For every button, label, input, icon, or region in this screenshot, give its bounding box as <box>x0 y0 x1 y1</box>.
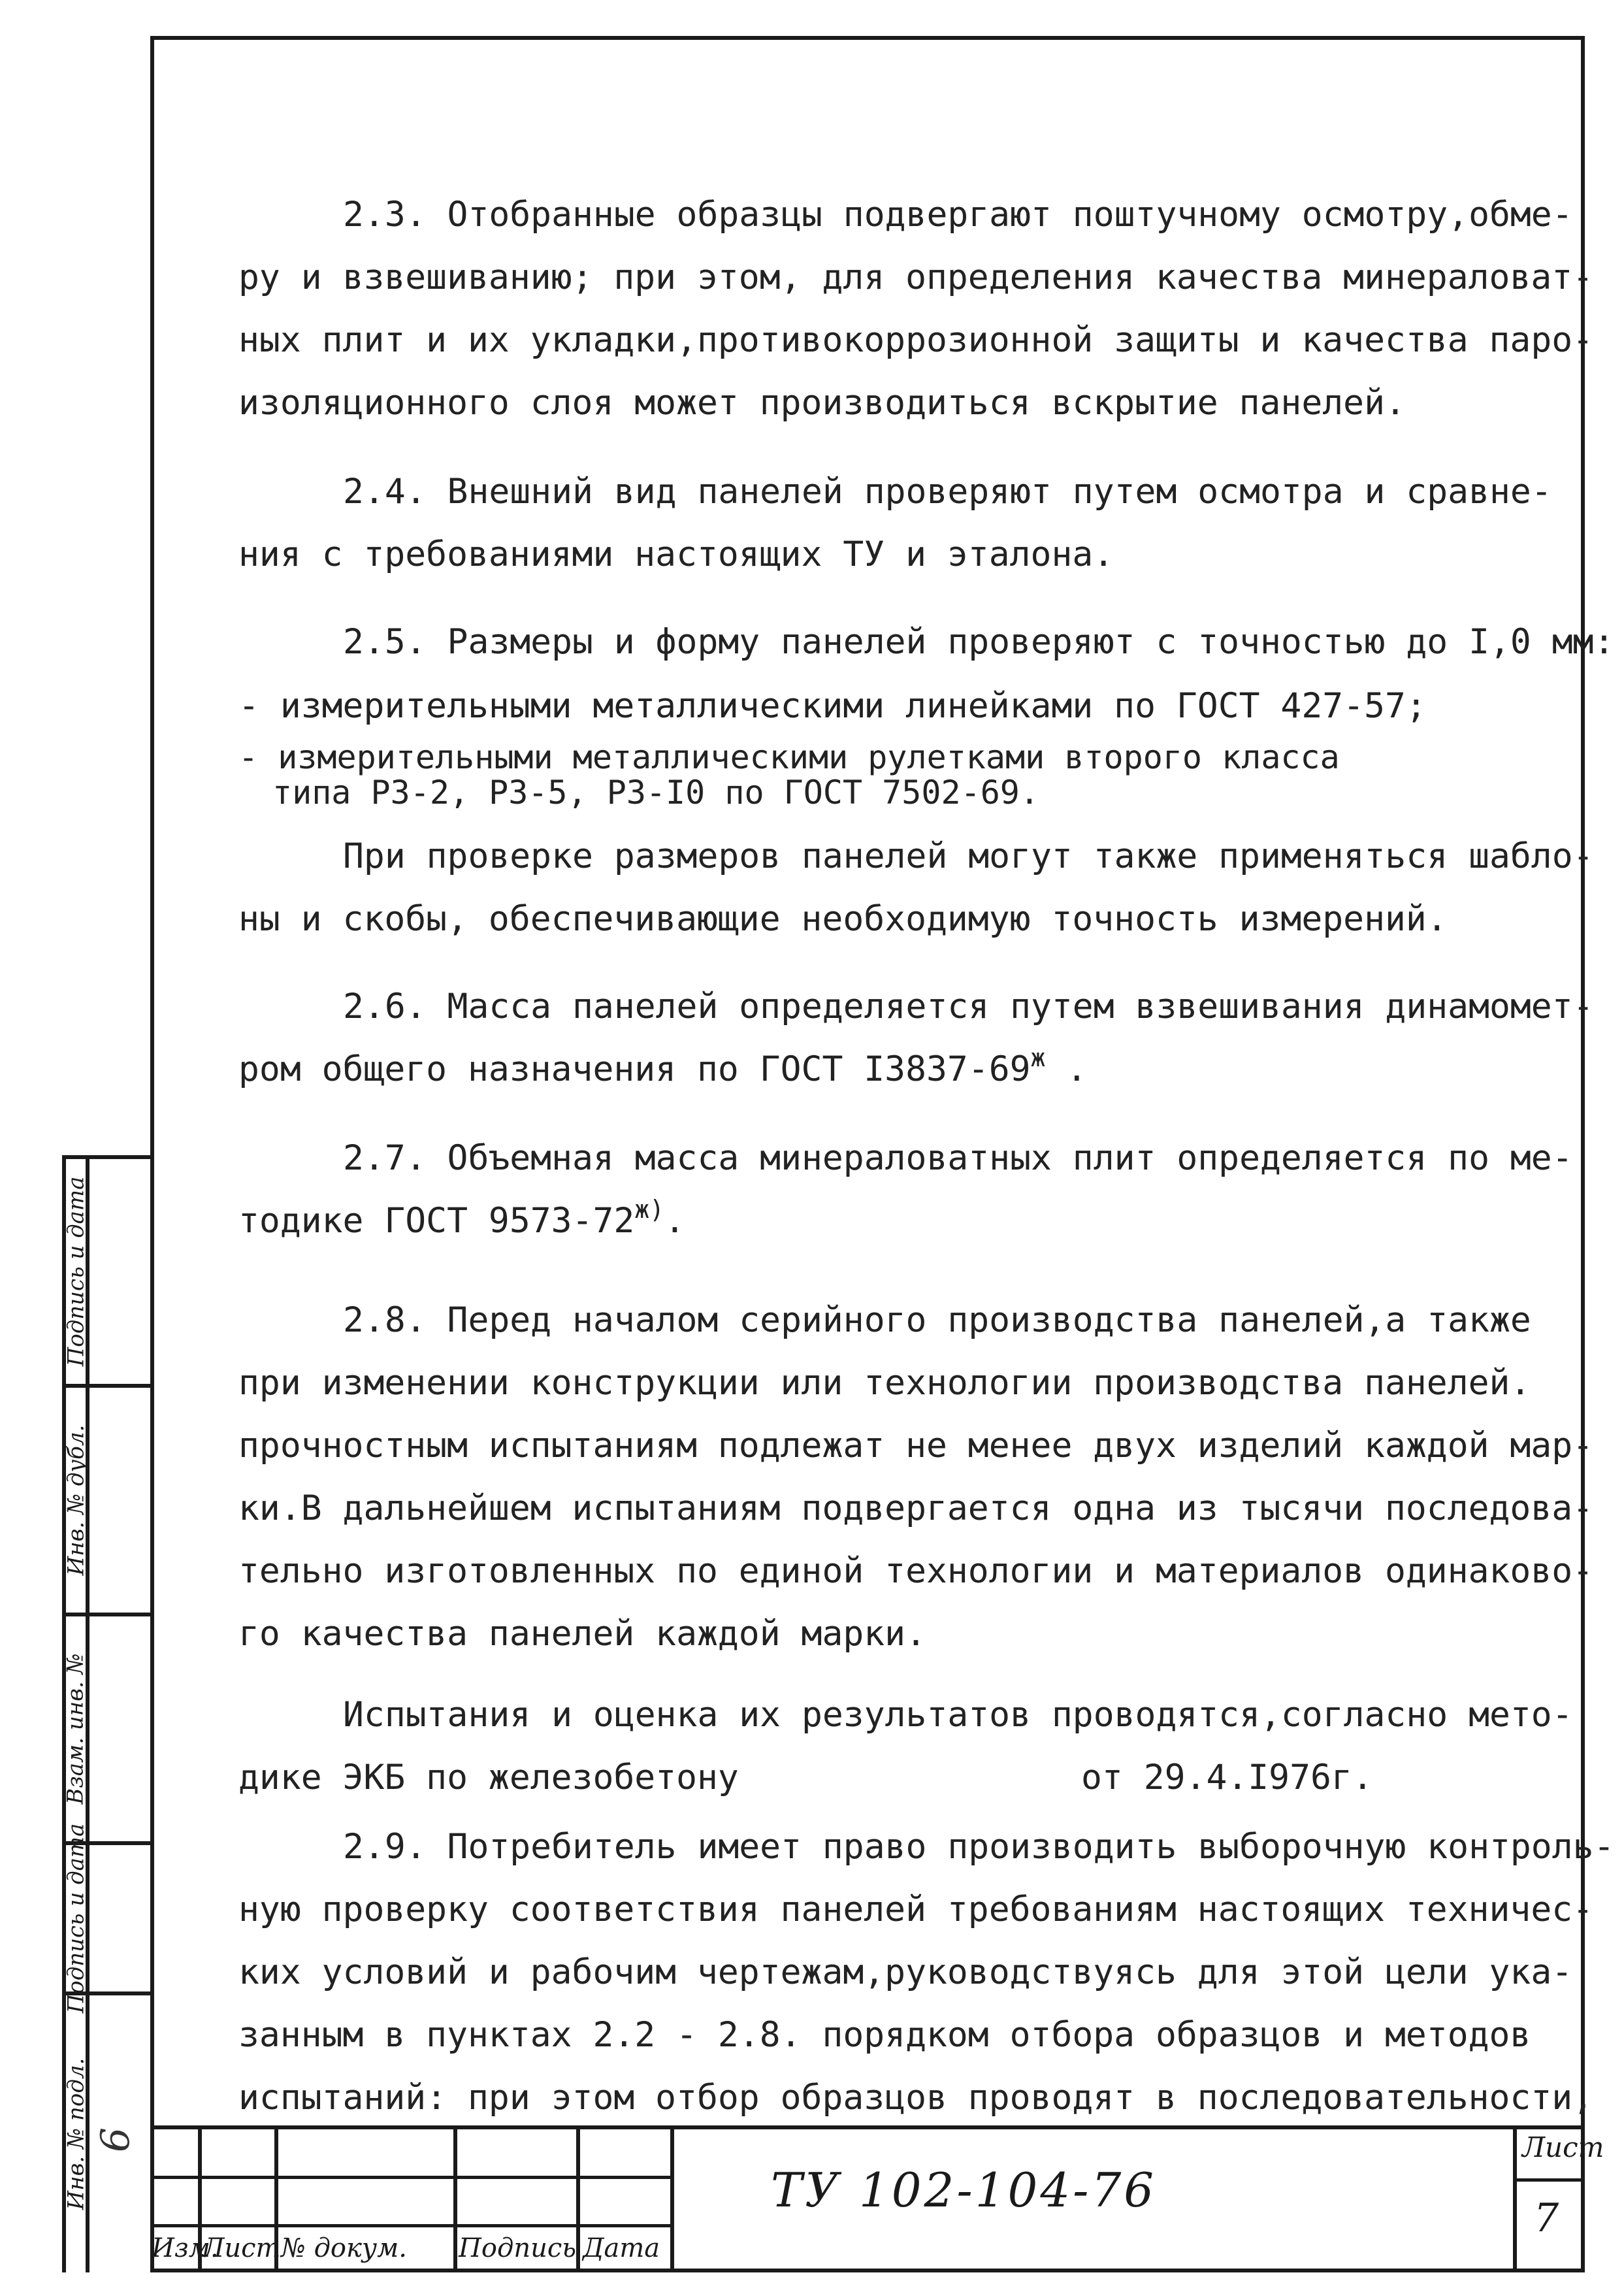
text-line: при изменении конструкции или технологии производства панелей. <box>238 1363 1531 1403</box>
sheet-col-label: Лист <box>203 2233 281 2263</box>
title-block-row <box>150 2176 670 2179</box>
text-line: прочностным испытаниям подлежат не менее двух изделий каждой мар- <box>238 1426 1594 1466</box>
text-line: Испытания и оценка их результатов проводятся,согласно мето- <box>343 1695 1573 1735</box>
text-line: 2.4. Внешний вид панелей проверяют путем осмотра и сравне- <box>343 472 1552 512</box>
document-code: ТУ 102-104-76 <box>771 2163 1157 2218</box>
title-block-divider <box>453 2125 457 2272</box>
strip-label-replace-inv <box>62 1616 89 1841</box>
text-line: занным в пунктах 2.2 - 2.8. порядком отбора образцов и методов <box>238 2015 1531 2055</box>
text-line: - измерительными металлическими линейками по ГОСТ 427-57; <box>238 686 1427 726</box>
title-block-divider <box>1513 2125 1517 2272</box>
text-line: 2.8. Перед началом серийного производства панелей,а также <box>343 1300 1531 1340</box>
text-fragment: ром общего назначения по ГОСТ I3837-69 <box>238 1049 1031 1089</box>
text-line: тельно изготовленных по единой технологии и материалов одинаково- <box>238 1551 1594 1591</box>
text-line: 2.6. Масса панелей определяется путем взвешивания динамомет- <box>343 987 1594 1026</box>
strip-label-text: Инв. № дубл. <box>63 1424 89 1576</box>
text-line <box>238 1195 685 1241</box>
sheet-number: 7 <box>1534 2195 1559 2241</box>
strip-label-text: Инв. № подл. <box>63 2057 89 2210</box>
strip-label-text: Взам. инв. № <box>63 1653 89 1805</box>
text-line: 2.9. Потребитель имеет право производить выборочную контроль- <box>343 1827 1615 1867</box>
text-line: испытаний: при этом отбор образцов проводят в последовательности, <box>238 2078 1594 2118</box>
text-line: ки.В дальнейшем испытаниям подвергается одна из тысячи последова- <box>238 1488 1594 1528</box>
text-line: изоляционного слоя может производиться вскрытие панелей. <box>238 383 1406 423</box>
strip-label-signature-date-2 <box>62 1823 89 2014</box>
signature-label: Подпись <box>459 2233 577 2263</box>
text-line: типа Р3-2, Р3-5, Р3-I0 по ГОСТ 7502-69. <box>272 774 1039 811</box>
text-line: ную проверку соответствия панелей требованиям настоящих техничес- <box>238 1890 1594 1929</box>
text-line: - измерительными металлическими рулетками второго класса <box>238 738 1340 776</box>
text-fragment: . <box>1045 1049 1088 1089</box>
sheet-label: Лист <box>1522 2131 1604 2163</box>
text-line: ния с требованиями настоящих ТУ и эталона. <box>238 534 1114 574</box>
title-block-divider <box>670 2125 674 2272</box>
strip-label-text: Подпись и дата <box>63 1176 89 1367</box>
date-label: Дата <box>583 2233 660 2263</box>
footnote-mark: ж) <box>634 1195 665 1224</box>
approval-date: от 29.4.I976г. <box>1081 1758 1373 1797</box>
text-line: ких условий и рабочим чертежам,руководствуясь для этой цели ука- <box>238 1952 1573 1992</box>
title-block-divider <box>576 2125 580 2272</box>
strip-label-orig-inv <box>62 1995 89 2272</box>
footnote-mark: ж <box>1030 1043 1046 1072</box>
text-line <box>238 1043 1088 1089</box>
doc-num-label: № докум. <box>281 2233 407 2263</box>
strip-label-text: Подпись и дата <box>63 1823 89 2014</box>
title-block-row <box>1513 2178 1585 2182</box>
text-line: дике ЭКБ по железобетону <box>238 1758 739 1797</box>
title-block-border <box>150 2125 1585 2129</box>
title-block-row <box>150 2224 670 2227</box>
text-line: ру и взвешиванию; при этом, для определения качества минераловат- <box>238 257 1594 297</box>
text-fragment: . <box>664 1201 685 1241</box>
rev-label: Изм. <box>152 2233 219 2263</box>
text-line: го качества панелей каждой марки. <box>238 1614 926 1654</box>
text-line: При проверке размеров панелей могут также применяться шабло- <box>343 836 1594 876</box>
text-line: ны и скобы, обеспечивающие необходимую точность измерений. <box>238 899 1448 939</box>
strip-label-signature-date <box>62 1159 89 1384</box>
text-line: 2.7. Объемная масса минераловатных плит определяется по ме- <box>343 1138 1573 1178</box>
text-line: 2.5. Размеры и форму панелей проверяют с точностью до I,0 мм: <box>343 622 1615 662</box>
text-line: 2.3. Отобранные образцы подвергают поштучному осмотру,обме- <box>343 195 1573 235</box>
strip-label-dup-inv <box>62 1388 89 1613</box>
handwritten-mark: 6 <box>93 2127 139 2153</box>
text-line: ных плит и их укладки,противокоррозионной защиты и качества паро- <box>238 320 1594 360</box>
text-fragment: тодике ГОСТ 9573-72 <box>238 1201 635 1241</box>
